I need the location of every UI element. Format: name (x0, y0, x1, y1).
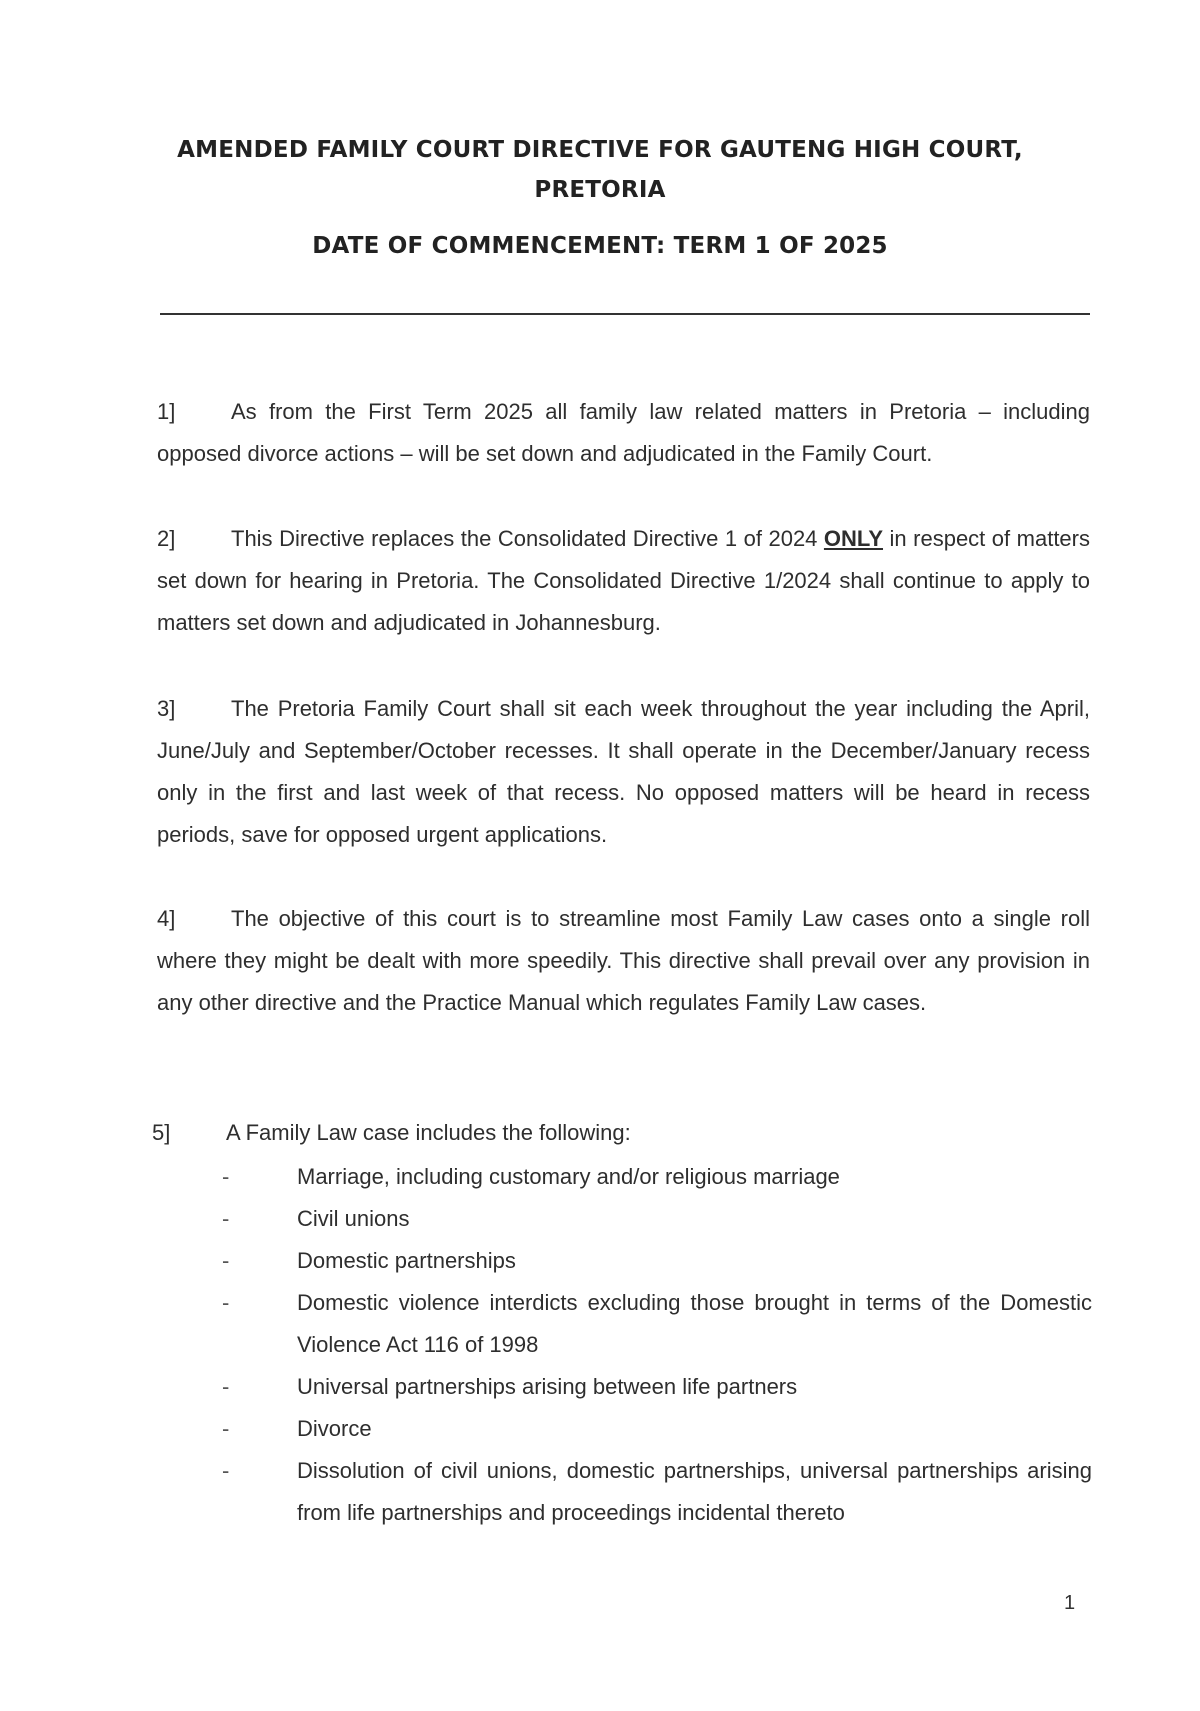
dash-bullet: - (222, 1416, 230, 1441)
list-item (222, 1450, 1092, 1534)
dash-bullet: - (222, 1248, 230, 1273)
commencement-date-heading: DATE OF COMMENCEMENT: TERM 1 OF 2025 (312, 233, 888, 259)
list-item-text: Divorce (297, 1416, 372, 1441)
list-item-text: Domestic partnerships (297, 1248, 516, 1273)
paragraph-text-before: This Directive replaces the Consolidated Directive 1 of 2024 (231, 526, 824, 551)
paragraph-3 (157, 688, 1090, 856)
paragraph-number: 5] (152, 1120, 171, 1145)
paragraph-text: The Pretoria Family Court shall sit each week throughout the year including the April, June/July and September/October recesses. It shall operate in the December/January recess only in the first and last week of that recess. No opposed matters will be heard in recess periods, save for opposed urgent applications. (157, 696, 1090, 847)
paragraph-text: As from the First Term 2025 all family law related matters in Pretoria – including opposed divorce actions – will be set down and adjudicated in the Family Court. (157, 399, 1090, 466)
emphasis-only: ONLY (823, 526, 884, 551)
list-item-text: Dissolution of civil unions, domestic partnerships, universal partnerships arising from life partnerships and proceedings incidental thereto (297, 1458, 1092, 1525)
dash-bullet: - (222, 1458, 230, 1483)
paragraph-5 (152, 1112, 631, 1154)
list-item (222, 1198, 1092, 1240)
document-title-line-1: AMENDED FAMILY COURT DIRECTIVE FOR GAUTENG HIGH COURT, (177, 137, 1023, 163)
paragraph-text: The objective of this court is to streamline most Family Law cases onto a single roll where they might be dealt with more speedily. This directive shall prevail over any provision in any other directive and the Practice Manual which regulates Family Law cases. (157, 906, 1090, 1015)
paragraph-2 (157, 518, 1090, 644)
list-item-text: Marriage, including customary and/or religious marriage (297, 1164, 840, 1189)
horizontal-rule (160, 313, 1090, 315)
paragraph-text: A Family Law case includes the following: (226, 1120, 631, 1145)
family-law-case-list (222, 1156, 1092, 1534)
list-item (222, 1408, 1092, 1450)
dash-bullet: - (222, 1290, 230, 1315)
list-item (222, 1282, 1092, 1366)
page-number: 1 (1064, 1592, 1076, 1614)
dash-bullet: - (222, 1206, 230, 1231)
paragraph-number: 4] (157, 906, 176, 931)
paragraph-number: 2] (157, 526, 176, 551)
list-item-text: Domestic violence interdicts excluding those brought in terms of the Domestic Violence Act 116 of 1998 (297, 1290, 1092, 1357)
paragraph-4 (157, 898, 1090, 1024)
list-item (222, 1156, 1092, 1198)
list-item (222, 1366, 1092, 1408)
list-item-text: Universal partnerships arising between life partners (297, 1374, 798, 1399)
paragraph-1 (157, 391, 1090, 475)
document-title-line-2: PRETORIA (534, 177, 666, 203)
paragraph-number: 1] (157, 399, 176, 424)
paragraph-text-after: in respect of matters set down for hearing in Pretoria. The Consolidated Directive 1/2024 shall continue to apply to matters set down and adjudicated in Johannesburg. (157, 526, 1090, 635)
list-item-text: Civil unions (297, 1206, 410, 1231)
dash-bullet: - (222, 1164, 230, 1189)
list-item (222, 1240, 1092, 1282)
dash-bullet: - (222, 1374, 230, 1399)
paragraph-number: 3] (157, 696, 176, 721)
